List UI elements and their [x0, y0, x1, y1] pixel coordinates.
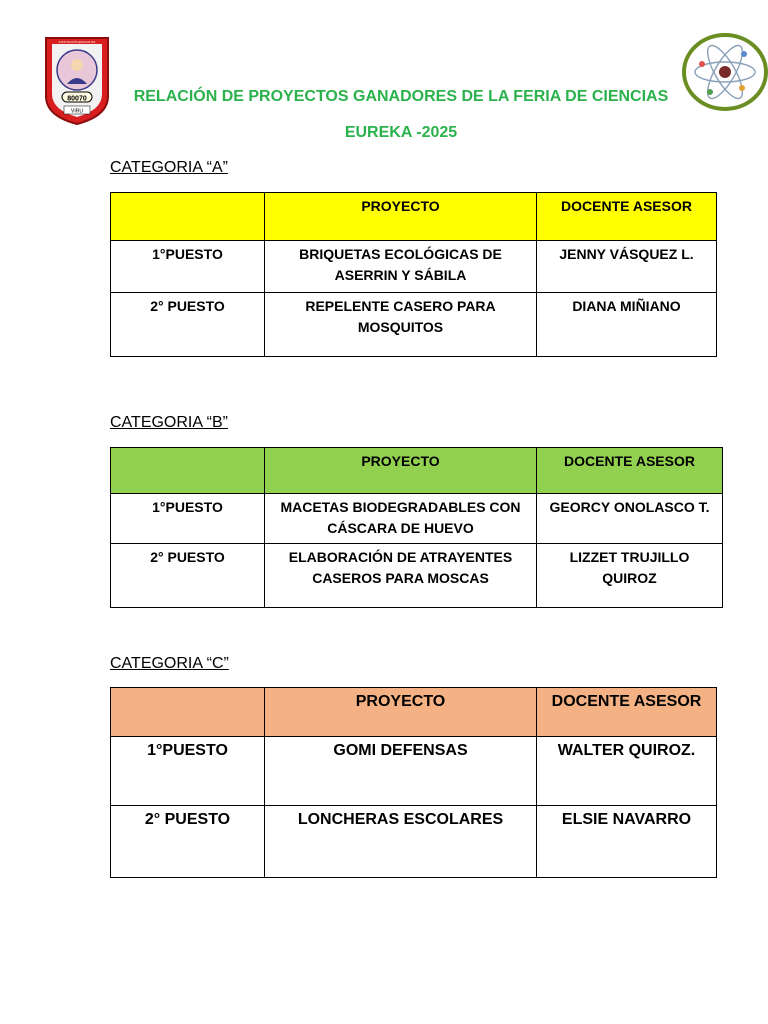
- docente-cell: LIZZET TRUJILLO QUIROZ: [537, 544, 723, 608]
- logo-place: VIRU: [71, 108, 83, 115]
- header-cell-empty: [111, 193, 265, 241]
- puesto-cell: 2° PUESTO: [111, 293, 265, 357]
- header-cell-empty: [111, 448, 265, 494]
- table-row: [111, 806, 717, 878]
- table-header-row: [111, 193, 717, 241]
- proyecto-cell: ELABORACIÓN DE ATRAYENTES CASEROS PARA MOSCAS: [265, 544, 537, 608]
- table-header-row: [111, 688, 717, 737]
- page-title-line1: RELACIÓN DE PROYECTOS GANADORES DE LA FERIA DE CIENCIAS: [133, 88, 669, 105]
- category-a-table: [110, 192, 717, 357]
- table-row: [111, 737, 717, 806]
- proyecto-cell: MACETAS BIODEGRADABLES CON CÁSCARA DE HUEVO: [265, 494, 537, 544]
- logo-number: 80070: [67, 95, 87, 103]
- page-title-line2: EUREKA -2025: [344, 124, 458, 141]
- puesto-cell: 2° PUESTO: [111, 806, 265, 878]
- table-row: [111, 494, 723, 544]
- proyecto-cell: LONCHERAS ESCOLARES: [265, 806, 537, 878]
- table-row: [111, 293, 717, 357]
- docente-cell: DIANA MIÑIANO: [537, 293, 717, 357]
- category-b-table: [110, 447, 723, 608]
- table-row: [111, 241, 717, 293]
- header-cell-proyecto: PROYECTO: [265, 448, 537, 494]
- docente-cell: ELSIE NAVARRO: [537, 806, 717, 878]
- docente-cell: WALTER QUIROZ.: [537, 737, 717, 806]
- puesto-cell: 1°PUESTO: [111, 494, 265, 544]
- category-a-heading: CATEGORIA “A”: [110, 159, 228, 176]
- header-cell-proyecto: PROYECTO: [265, 688, 537, 737]
- header-cell-proyecto: PROYECTO: [265, 193, 537, 241]
- table-row: [111, 544, 723, 608]
- docente-cell: JENNY VÁSQUEZ L.: [537, 241, 717, 293]
- proyecto-cell: REPELENTE CASERO PARA MOSQUITOS: [265, 293, 537, 357]
- logo-top-text: INSTITUCIÓN EDUCATIVA: [58, 40, 96, 44]
- school-shield-logo: [42, 32, 112, 128]
- category-c-heading: CATEGORIA “C”: [110, 655, 229, 672]
- header-cell-empty: [111, 688, 265, 737]
- category-b-heading: CATEGORIA “B”: [110, 414, 228, 431]
- docente-cell: GEORCY ONOLASCO T.: [537, 494, 723, 544]
- proyecto-cell: BRIQUETAS ECOLÓGICAS DE ASERRIN Y SÁBILA: [265, 241, 537, 293]
- puesto-cell: 2° PUESTO: [111, 544, 265, 608]
- header-cell-docente: DOCENTE ASESOR: [537, 688, 717, 737]
- category-c-table: [110, 687, 717, 878]
- puesto-cell: 1°PUESTO: [111, 241, 265, 293]
- table-header-row: [111, 448, 723, 494]
- puesto-cell: 1°PUESTO: [111, 737, 265, 806]
- proyecto-cell: GOMI DEFENSAS: [265, 737, 537, 806]
- header-cell-docente: DOCENTE ASESOR: [537, 193, 717, 241]
- header-cell-docente: DOCENTE ASESOR: [537, 448, 723, 494]
